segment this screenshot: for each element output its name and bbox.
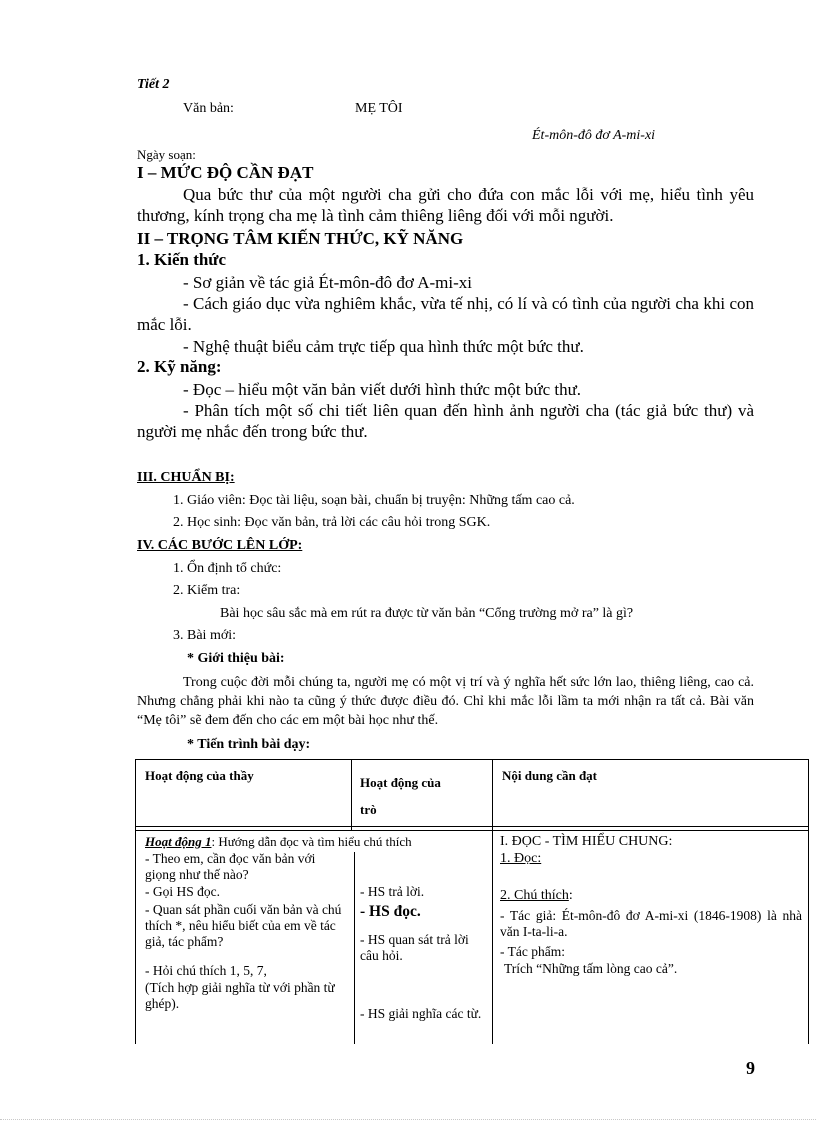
table-column-divider [492,759,493,1044]
content-read: 1. Đọc: [500,851,542,866]
section-3-heading: III. CHUẨN BỊ: [137,470,235,485]
teacher-item: (Tích hợp giải nghĩa từ với phần từ ghép). [145,980,335,1011]
student-item: - HS trả lời. [360,884,425,899]
table-header-divider [135,830,809,831]
section-2-heading: II – TRỌNG TÂM KIẾN THỨC, KỸ NĂNG [137,229,464,248]
table-border-top [135,759,809,760]
section-4-heading: IV. CÁC BƯỚC LÊN LỚP: [137,538,303,553]
review-question: Bài học sâu sắc mà em rút ra được từ văn bản “Cổng trường mở ra” là gì? [220,606,634,621]
section-1-heading: I – MỨC ĐỘ CẦN ĐẠT [137,163,314,182]
content-heading: I. ĐỌC - TÌM HIỂU CHUNG: [500,834,673,849]
step-3: 3. Bài mới: [173,628,237,643]
author-name: Ét-môn-đô đơ A-mi-xi [532,128,656,143]
table-border-right [808,759,809,1044]
step-1: 1. Ổn định tổ chức: [173,561,282,576]
skills-item: - Phân tích một số chi tiết liên quan đến hình ảnh người cha (tác giả bức thư) và người mẹ nhắc đến trong bức thư. [137,401,754,441]
content-work: Trích “Những tấm lòng cao cả”. [504,961,678,976]
intro-heading: * Giới thiệu bài: [187,651,285,666]
student-item: - HS giải nghĩa các từ. [360,1006,482,1021]
prep-item-teacher: 1. Giáo viên: Đọc tài liệu, soạn bài, chuẩn bị truyện: Những tấm cao cả. [173,493,575,508]
knowledge-heading: 1. Kiến thức [137,250,227,269]
content-notes: 2. Chú thích: [500,888,573,903]
skills-item: - Đọc – hiểu một văn bản viết dưới hình thức một bức thư. [183,380,582,399]
skills-heading: 2. Kỹ năng: [137,357,222,376]
header-student: Hoạt động của [360,775,441,790]
step-2: 2. Kiểm tra: [173,583,241,598]
text-title: MẸ TÔI [355,101,403,116]
process-heading: * Tiến trình bài dạy: [187,737,311,752]
knowledge-item: - Nghệ thuật biểu cảm trực tiếp qua hình thức một bức thư. [183,337,584,356]
knowledge-item: - Sơ giản về tác giả Ét-môn-đô đơ A-mi-xi [183,273,472,292]
table-column-divider [351,759,352,831]
activity-title [145,834,412,850]
table-column-divider [354,852,355,1044]
content-author: - Tác giả: Ét-môn-đô đơ A-mi-xi (1846-1908) là nhà văn I-ta-li-a. [500,908,802,939]
header-student: trò [360,802,377,817]
page-bottom-rule [0,1119,816,1120]
knowledge-item: - Cách giáo dục vừa nghiêm khắc, vừa tế nhị, có lí và có tình của người cha khi con mắc lỗi. [137,294,754,334]
teacher-item: - Gọi HS đọc. [145,884,220,899]
prep-item-student: 2. Học sinh: Đọc văn bản, trả lời các câu hỏi trong SGK. [173,515,491,530]
teacher-item: - Quan sát phần cuối văn bản và chú thích *, nêu hiểu biết của em về tác giả, tác phẩm? [145,902,342,949]
student-item: - HS đọc. [360,903,421,920]
text-label: Văn bản: [183,101,234,116]
table-header-divider [135,826,809,827]
table-border-left [135,759,136,1044]
teacher-item: - Theo em, cần đọc văn bản với giọng như thế nào? [145,851,316,882]
section-1-body: Qua bức thư của một người cha gửi cho đứa con mắc lỗi với mẹ, hiểu tình yêu thương, kính trọng cha mẹ là tình cảm thiêng liêng đối với mỗi người. [137,185,754,225]
page-number: 9 [746,1058,755,1078]
header-teacher: Hoạt động của thầy [145,768,254,783]
date-label: Ngày soạn: [137,147,196,162]
activity-text: : Hướng dẫn đọc và tìm hiểu chú thích [211,834,412,849]
student-item: - HS quan sát trả lời câu hỏi. [360,932,469,963]
activity-label: Hoạt động 1 [145,834,212,849]
header-content: Nội dung cần đạt [502,768,597,783]
intro-body: Trong cuộc đời mỗi chúng ta, người mẹ có một vị trí và ý nghĩa hết sức lớn lao, thiêng liêng, cao cả. Nhưng chẳng phải khi nào ta cũng ý thức được điều đó. Chỉ khi mắc lỗi lầm ta mới nhận ra tất cả. Bài văn “Mẹ tôi” sẽ đem đến cho các em một bài học như thế. [137,675,754,728]
teacher-item: - Hỏi chú thích 1, 5, 7, [145,963,267,978]
lesson-number: Tiết 2 [137,77,170,92]
content-work-label: - Tác phẩm: [500,944,565,959]
